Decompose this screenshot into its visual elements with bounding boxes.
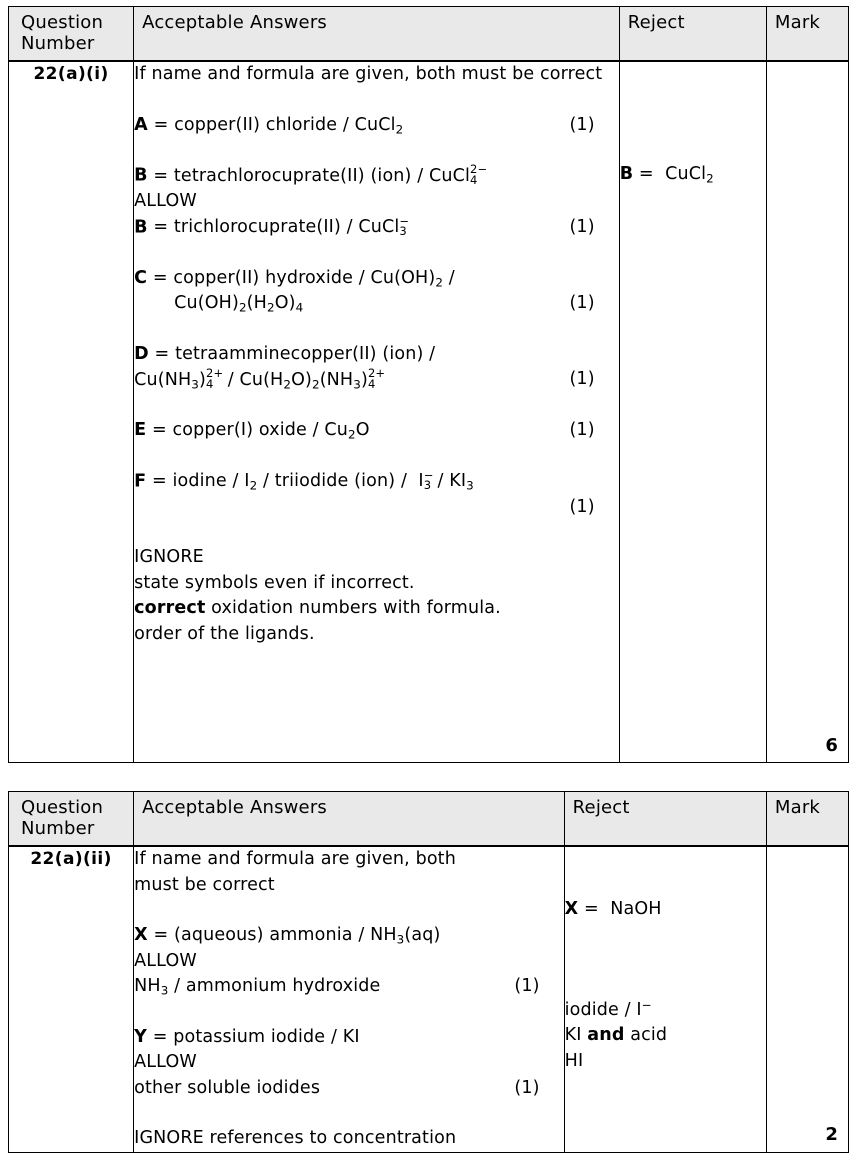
answer-item-y-allow <box>134 1076 564 1102</box>
reject-text-x: = NaOH <box>584 899 662 919</box>
spacer <box>134 1000 564 1025</box>
answer-intro-line1: If name and formula are given, both <box>134 849 456 869</box>
reject-line-iodide: iodide / I− <box>564 997 652 1020</box>
ignore-line-1: state symbols even if incorrect. <box>134 572 415 593</box>
answer-mark-c: (1) <box>569 293 595 313</box>
reject-label-b: B <box>619 164 634 184</box>
spacer <box>620 112 766 137</box>
answer-item-c-line2 <box>134 291 619 317</box>
answer-item-c <box>134 266 619 292</box>
spacer <box>565 923 766 948</box>
reject-bold-word: and <box>587 1025 625 1045</box>
answer-item-d-line2 <box>134 367 619 393</box>
answer-mark-y: (1) <box>514 1077 540 1098</box>
answer-item-y <box>134 1025 564 1051</box>
answer-label-f: F <box>134 471 147 491</box>
spacer <box>565 973 766 998</box>
mark-cell <box>766 846 848 1152</box>
spacer <box>134 317 619 342</box>
spacer <box>565 847 766 872</box>
column-header-acceptable-answers: Acceptable Answers <box>134 792 565 847</box>
ignore-line-2: correct oxidation numbers with formula. <box>134 598 501 618</box>
ignore-line: IGNORE references to concentration <box>134 1128 457 1148</box>
mark-total: 6 <box>825 734 838 756</box>
spacer <box>134 88 619 113</box>
column-header-question-number: Question Number <box>9 7 134 62</box>
answer-text-c-line2: $Cu(OH)_2(H_2O)_4$ <box>174 293 304 315</box>
allow-keyword-y: ALLOW <box>134 1052 197 1072</box>
column-header-question-number: Question Number <box>9 792 134 847</box>
answer-text-y-allow: other soluble iodides <box>134 1077 321 1098</box>
reject-item-x <box>565 897 766 923</box>
answer-label-c: C <box>134 267 148 288</box>
ignore-keyword: IGNORE <box>134 547 204 567</box>
allow-keyword-x: ALLOW <box>134 950 197 971</box>
ignore-bold-word: correct <box>134 598 206 618</box>
table-row <box>9 846 849 1152</box>
answer-item-e <box>134 418 619 444</box>
answer-text-b: = tetrachlorocuprate(II) (ion) / CuCl 4 2− <box>153 162 488 187</box>
answer-text-f: = iodine / $I_2$ / triiodide (ion) / I 3 − / $KI_3$ <box>151 467 474 493</box>
ignore-line-3: order of the ligands. <box>134 623 315 644</box>
column-header-reject: Reject <box>619 7 766 62</box>
reject-label-x: X <box>564 899 579 919</box>
answer-item-a <box>134 113 619 139</box>
mark-total: 2 <box>825 1124 838 1145</box>
answer-mark-d: (1) <box>569 369 595 389</box>
spacer <box>134 138 619 163</box>
answer-text-d-line2: $Cu(NH_3)$ 4 2+ / $Cu(H_2O)_2(NH_3)$ 4 2+ <box>134 366 386 391</box>
answer-intro-line2: must be correct <box>134 874 275 895</box>
answer-label-d: D <box>134 343 149 364</box>
answer-label-e: E <box>134 420 147 440</box>
acceptable-answers-cell <box>134 846 565 1152</box>
answer-item-f <box>134 469 619 495</box>
spacer <box>134 1101 564 1126</box>
answer-mark-x: (1) <box>514 976 540 996</box>
answer-text-x-allow: $NH_3$ / ammonium hydroxide <box>134 976 381 998</box>
spacer <box>620 137 766 162</box>
column-header-acceptable-answers: Acceptable Answers <box>134 7 620 62</box>
column-header-mark: Mark <box>766 7 848 62</box>
answer-mark-a: (1) <box>569 114 595 135</box>
reject-text-b: = CuCl$_2$ <box>638 164 714 186</box>
answer-intro: If name and formula are given, both must be correct <box>134 64 603 84</box>
column-header-mark: Mark <box>766 792 848 847</box>
answer-text-x: = (aqueous) ammonia / $NH_3(aq)$ <box>153 925 441 947</box>
table-header-row <box>9 7 849 62</box>
answer-text-a: = copper(II) chloride / CuCl$_2$ <box>153 114 404 136</box>
question-number-cell: 22(a)(ii) <box>9 846 134 1152</box>
answer-label-a: A <box>134 114 148 135</box>
table-row <box>9 61 849 763</box>
spacer <box>134 520 619 545</box>
answer-text-d: = tetraamminecopper(II) (ion) / <box>154 343 436 364</box>
reject-item-b <box>620 162 766 188</box>
answer-text-y: = potassium iodide / KI <box>152 1026 360 1047</box>
answer-label-b: B <box>134 165 148 186</box>
answer-text-e: = copper(I) oxide / $Cu_2O$ <box>151 420 370 442</box>
spacer <box>134 444 619 469</box>
reject-line-ki-acid: KI and acid <box>564 1025 668 1045</box>
allow-keyword-b: ALLOW <box>134 191 197 211</box>
answer-mark-f: (1) <box>569 496 595 517</box>
answer-label-x: X <box>134 925 148 945</box>
answer-item-x <box>134 923 564 949</box>
answer-text-c: = copper(II) hydroxide / $Cu(OH)_2$ / <box>152 267 455 289</box>
spacer <box>134 898 564 923</box>
answer-mark-b: (1) <box>569 216 595 237</box>
mark-cell <box>766 61 848 763</box>
column-header-reject: Reject <box>564 792 766 847</box>
spacer <box>565 872 766 897</box>
answer-text-b-allow: = trichlorocuprate(II) / CuCl 3 − <box>153 213 410 239</box>
reject-cell <box>619 61 766 763</box>
spacer <box>620 87 766 112</box>
answer-item-x-allow <box>134 974 564 1000</box>
answer-label-b-allow: B <box>134 217 148 237</box>
answer-item-b <box>134 163 619 189</box>
answer-item-b-allow <box>134 215 619 241</box>
mark-scheme-table-1 <box>8 6 849 763</box>
reject-cell <box>564 846 766 1152</box>
answer-label-y: Y <box>134 1026 147 1047</box>
reject-line-hi: HI <box>564 1050 584 1071</box>
spacer <box>620 62 766 87</box>
answer-mark-e: (1) <box>569 420 595 440</box>
acceptable-answers-cell <box>134 61 620 763</box>
table-header-row <box>9 792 849 847</box>
spacer <box>565 948 766 973</box>
spacer <box>134 241 619 266</box>
question-number-cell: 22(a)(i) <box>9 61 134 763</box>
mark-scheme-table-2 <box>8 791 849 1153</box>
